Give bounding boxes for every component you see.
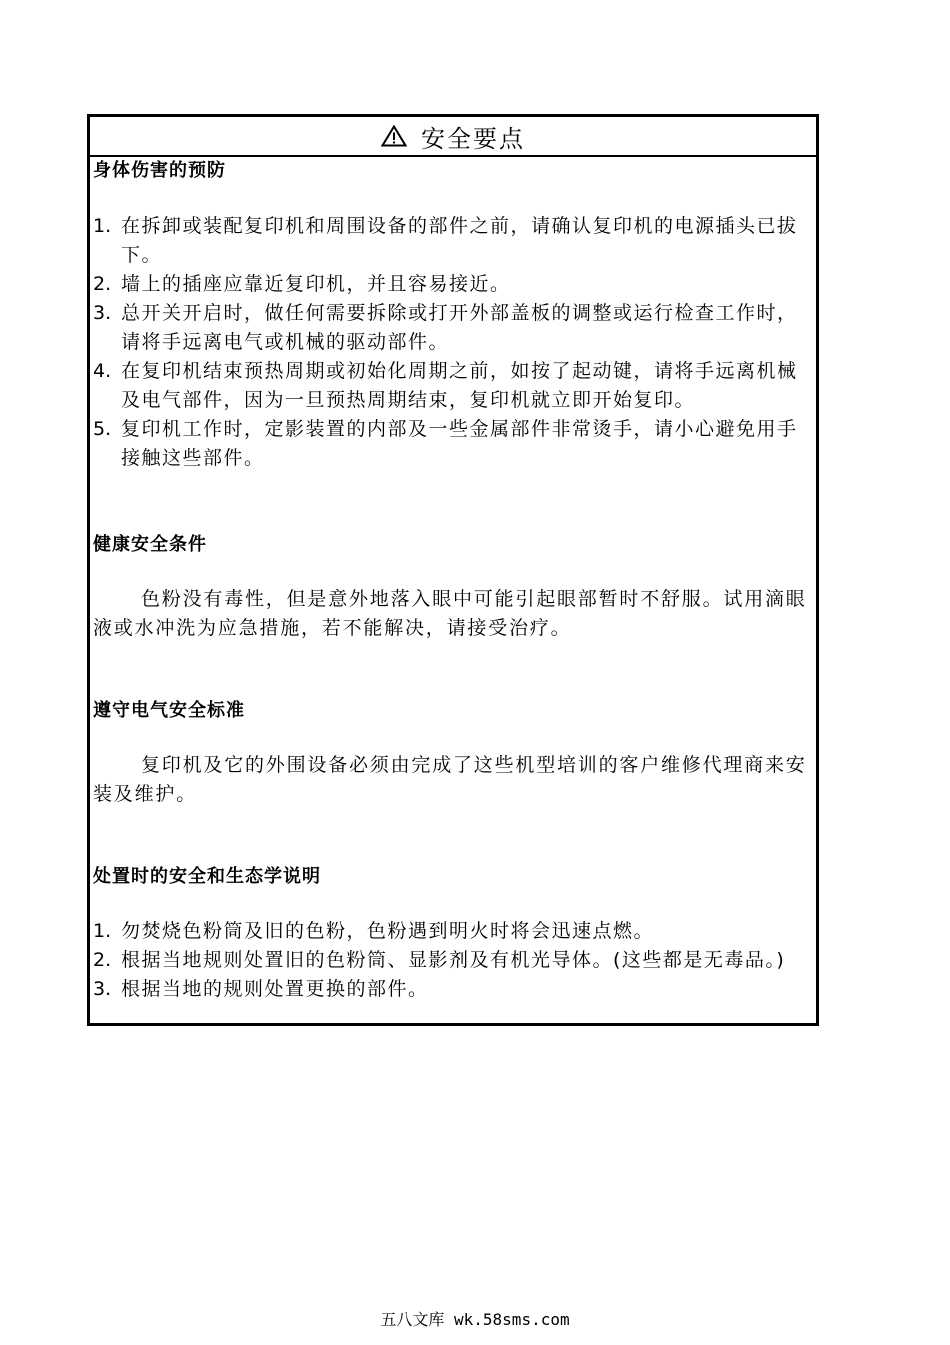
warning-icon (381, 125, 407, 147)
item-number: 2. (93, 949, 112, 971)
list-item (93, 212, 812, 270)
item-number: 2. (93, 273, 112, 295)
list-item (93, 299, 812, 357)
health-paragraph: 色粉没有毒性，但是意外地落入眼中可能引起眼部暂时不舒服。试用滴眼液或水冲洗为应急措施，若不能解决，请接受治疗。 (93, 588, 807, 639)
list-item (93, 946, 812, 975)
item-number: 4. (93, 360, 112, 382)
section-heading-disposal: 处置时的安全和生态学说明 (93, 866, 321, 887)
item-number: 3. (93, 302, 112, 324)
item-text: 在复印机结束预热周期或初始化周期之前，如按了起动键，请将手远离机械及电气部件，因为一旦预热周期结束，复印机就立即开始复印。 (121, 360, 798, 411)
footer-watermark: 五八文库 wk.58sms.com (380, 1310, 570, 1329)
title-text: 安全要点 (421, 124, 525, 153)
disposal-list (93, 917, 812, 1004)
item-text: 总开关开启时，做任何需要拆除或打开外部盖板的调整或运行检查工作时，请将手远离电气或机械的驱动部件。 (121, 302, 798, 353)
electrical-paragraph: 复印机及它的外围设备必须由完成了这些机型培训的客户维修代理商来安装及维护。 (93, 754, 807, 805)
item-text: 勿焚烧色粉筒及旧的色粉，色粉遇到明火时将会迅速点燃。 (121, 920, 655, 942)
item-text: 在拆卸或装配复印机和周围设备的部件之前，请确认复印机的电源插头已拔下。 (121, 215, 798, 266)
safety-box (87, 114, 819, 1026)
list-item (93, 975, 812, 1004)
item-text: 复印机工作时，定影装置的内部及一些金属部件非常烫手，请小心避免用手接触这些部件。 (121, 418, 798, 469)
list-item (93, 415, 812, 473)
item-number: 5. (93, 418, 112, 440)
list-item (93, 357, 812, 415)
item-text: 根据当地规则处置旧的色粉筒、显影剂及有机光导体。(这些都是无毒品。) (121, 949, 786, 971)
section-heading-electrical: 遵守电气安全标准 (93, 700, 245, 721)
section-heading-health: 健康安全条件 (93, 534, 207, 555)
injury-list (93, 212, 812, 473)
section-heading-injury: 身体伤害的预防 (93, 160, 226, 181)
item-text: 根据当地的规则处置更换的部件。 (121, 978, 429, 1000)
box-title (90, 117, 816, 157)
list-item (93, 270, 812, 299)
item-text: 墙上的插座应靠近复印机，并且容易接近。 (121, 273, 511, 295)
list-item (93, 917, 812, 946)
item-number: 1. (93, 215, 112, 237)
item-number: 1. (93, 920, 112, 942)
item-number: 3. (93, 978, 112, 1000)
